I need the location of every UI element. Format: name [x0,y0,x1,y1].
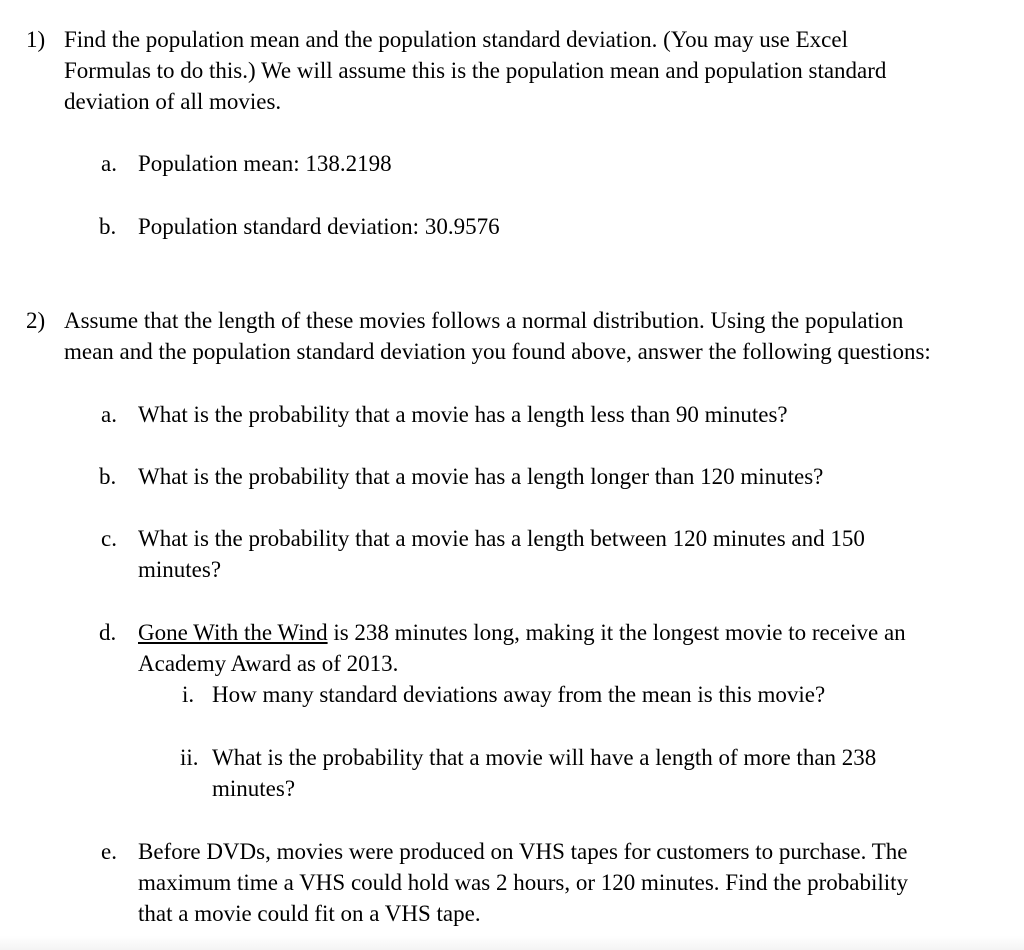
q2-item-a-letter: a. [101,402,117,427]
q2-d-sub-i-text: How many standard deviations away from the mean is this movie? [212,682,826,707]
population-mean-answer: Population mean: 138.2198 [138,151,392,176]
q2-item-c-text-line-1: What is the probability that a movie has a length between 120 minutes and 150 [138,526,865,551]
question-1-text-line-3: deviation of all movies. [64,89,282,114]
q2-item-e-text-line-3: that a movie could fit on a VHS tape. [138,901,481,926]
q2-d-sub-ii-numeral: ii. [180,745,199,770]
q2-item-c-text-line-2: minutes? [138,557,222,582]
q2-d-sub-i-numeral: i. [182,682,195,707]
question-2-text-line-1: Assume that the length of these movies follows a normal distribution. Using the population [64,308,904,333]
q2-item-a-text: What is the probability that a movie has a length less than 90 minutes? [138,402,788,427]
q2-d-sub-ii-text-line-2: minutes? [212,776,296,801]
q2-item-d-text-line-2: Academy Award as of 2013. [138,651,399,676]
question-2-number: 2) [26,308,46,333]
question-1-text-line-1: Find the population mean and the population standard deviation. (You may use Excel [64,27,848,52]
q2-item-e-text-line-1: Before DVDs, movies were produced on VHS tapes for customers to purchase. The [138,839,908,864]
q1-item-a-letter: a. [101,151,117,176]
q2-item-b-text: What is the probability that a movie has a length longer than 120 minutes? [138,464,824,489]
question-1-text-line-2: Formulas to do this.) We will assume this is the population mean and population standard [64,58,887,83]
question-1-number: 1) [26,27,46,52]
q2-item-d-text-line-1 [138,617,906,648]
page-bottom-edge [0,936,1024,950]
q2-item-c-letter: c. [101,526,117,551]
q2-item-b-letter: b. [99,464,117,489]
question-2-text-line-2: mean and the population standard deviation you found above, answer the following questions: [64,339,931,364]
q2-item-e-text-line-2: maximum time a VHS could hold was 2 hours, or 120 minutes. Find the probability [138,870,909,895]
q1-item-b-letter: b. [99,214,117,239]
q2-item-e-letter: e. [101,839,117,864]
q2-item-d-letter: d. [99,620,117,645]
q2-d-sub-ii-text-line-1: What is the probability that a movie will have a length of more than 238 [212,745,877,770]
movie-title: Gone With the Wind [138,620,328,645]
q2-item-d-line-1-rest: is 238 minutes long, making it the longest movie to receive an [327,620,906,645]
population-sd-answer: Population standard deviation: 30.9576 [138,214,500,239]
